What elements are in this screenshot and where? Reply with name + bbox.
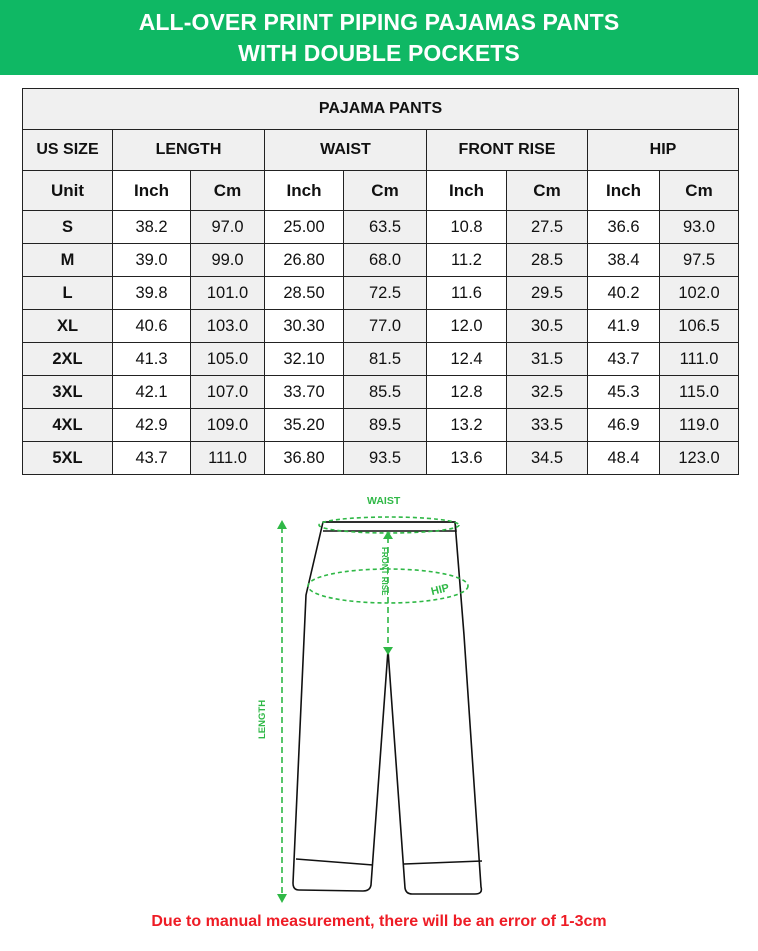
- table-row: [23, 211, 739, 244]
- table-row: [23, 310, 739, 343]
- size-cell: 3XL: [23, 376, 113, 409]
- front-rise-inch-cell: 11.6: [427, 277, 507, 310]
- length-inch-cell: 39.8: [113, 277, 191, 310]
- waist-label: WAIST: [367, 495, 401, 507]
- front-rise-cm-cell: 31.5: [507, 343, 588, 376]
- waist-cm-cell: 68.0: [344, 244, 427, 277]
- length-header: LENGTH: [113, 130, 265, 171]
- pants-illustration: [250, 485, 490, 910]
- waist-inch-cell: 32.10: [265, 343, 344, 376]
- front-rise-cm-cell: 30.5: [507, 310, 588, 343]
- size-cell: XL: [23, 310, 113, 343]
- front-rise-inch-cell: 11.2: [427, 244, 507, 277]
- waist-cm-header: Cm: [344, 171, 427, 211]
- hip-header: HIP: [588, 130, 739, 171]
- measurement-disclaimer: Due to manual measurement, there will be an error of 1-3cm: [151, 913, 607, 930]
- hip-inch-cell: 48.4: [588, 442, 660, 475]
- waist-inch-header: Inch: [265, 171, 344, 211]
- front-rise-cm-cell: 32.5: [507, 376, 588, 409]
- length-inch-cell: 43.7: [113, 442, 191, 475]
- front-rise-cm-header: Cm: [507, 171, 588, 211]
- pants-measurement-diagram: [250, 485, 490, 910]
- waist-inch-cell: 33.70: [265, 376, 344, 409]
- front-rise-header: FRONT RISE: [427, 130, 588, 171]
- length-cm-cell: 111.0: [191, 442, 265, 475]
- waist-header: WAIST: [265, 130, 427, 171]
- header-banner: [0, 0, 758, 75]
- length-label: LENGTH: [257, 699, 268, 739]
- hip-inch-cell: 38.4: [588, 244, 660, 277]
- waist-cm-cell: 89.5: [344, 409, 427, 442]
- hip-inch-cell: 36.6: [588, 211, 660, 244]
- table-row: [23, 442, 739, 475]
- hip-label: HIP: [429, 581, 451, 599]
- front-rise-inch-cell: 10.8: [427, 211, 507, 244]
- front-rise-inch-cell: 12.4: [427, 343, 507, 376]
- front-rise-label: FRONT RISE: [380, 547, 389, 596]
- front-rise-cm-cell: 29.5: [507, 277, 588, 310]
- front-rise-cm-cell: 27.5: [507, 211, 588, 244]
- hip-inch-cell: 41.9: [588, 310, 660, 343]
- length-cm-cell: 101.0: [191, 277, 265, 310]
- hip-cm-cell: 119.0: [660, 409, 739, 442]
- hip-cm-cell: 106.5: [660, 310, 739, 343]
- waist-inch-cell: 28.50: [265, 277, 344, 310]
- front-rise-inch-cell: 12.0: [427, 310, 507, 343]
- table-row: [23, 244, 739, 277]
- unit-header: Unit: [23, 171, 113, 211]
- waist-cm-cell: 93.5: [344, 442, 427, 475]
- waist-inch-cell: 26.80: [265, 244, 344, 277]
- size-cell: 5XL: [23, 442, 113, 475]
- hip-cm-header: Cm: [660, 171, 739, 211]
- hip-inch-cell: 45.3: [588, 376, 660, 409]
- size-cell: S: [23, 211, 113, 244]
- waist-inch-cell: 25.00: [265, 211, 344, 244]
- table-row: [23, 376, 739, 409]
- length-cm-cell: 99.0: [191, 244, 265, 277]
- table-title: PAJAMA PANTS: [23, 89, 739, 130]
- hip-inch-cell: 43.7: [588, 343, 660, 376]
- hip-inch-header: Inch: [588, 171, 660, 211]
- front-rise-cm-cell: 34.5: [507, 442, 588, 475]
- length-inch-header: Inch: [113, 171, 191, 211]
- waist-cm-cell: 85.5: [344, 376, 427, 409]
- hip-cm-cell: 115.0: [660, 376, 739, 409]
- hip-cm-cell: 102.0: [660, 277, 739, 310]
- table-row: [23, 277, 739, 310]
- length-inch-cell: 38.2: [113, 211, 191, 244]
- length-inch-cell: 39.0: [113, 244, 191, 277]
- hip-inch-cell: 40.2: [588, 277, 660, 310]
- length-inch-cell: 41.3: [113, 343, 191, 376]
- length-cm-cell: 109.0: [191, 409, 265, 442]
- front-rise-cm-cell: 28.5: [507, 244, 588, 277]
- us-size-header: US SIZE: [23, 130, 113, 171]
- waist-cm-cell: 72.5: [344, 277, 427, 310]
- size-chart-table: [22, 88, 739, 475]
- waist-cm-cell: 63.5: [344, 211, 427, 244]
- hip-cm-cell: 111.0: [660, 343, 739, 376]
- waist-inch-cell: 30.30: [265, 310, 344, 343]
- hip-cm-cell: 123.0: [660, 442, 739, 475]
- waist-cm-cell: 81.5: [344, 343, 427, 376]
- size-cell: M: [23, 244, 113, 277]
- hip-cm-cell: 93.0: [660, 211, 739, 244]
- title-line-2: WITH DOUBLE POCKETS: [238, 39, 520, 66]
- front-rise-cm-cell: 33.5: [507, 409, 588, 442]
- waist-inch-cell: 35.20: [265, 409, 344, 442]
- length-cm-header: Cm: [191, 171, 265, 211]
- hip-inch-cell: 46.9: [588, 409, 660, 442]
- length-inch-cell: 40.6: [113, 310, 191, 343]
- waist-cm-cell: 77.0: [344, 310, 427, 343]
- front-rise-inch-header: Inch: [427, 171, 507, 211]
- size-cell: 4XL: [23, 409, 113, 442]
- length-cm-cell: 107.0: [191, 376, 265, 409]
- waist-inch-cell: 36.80: [265, 442, 344, 475]
- front-rise-inch-cell: 13.6: [427, 442, 507, 475]
- table-row: [23, 343, 739, 376]
- hip-cm-cell: 97.5: [660, 244, 739, 277]
- length-cm-cell: 103.0: [191, 310, 265, 343]
- front-rise-inch-cell: 13.2: [427, 409, 507, 442]
- length-cm-cell: 105.0: [191, 343, 265, 376]
- title-line-1: ALL-OVER PRINT PIPING PAJAMAS PANTS: [138, 8, 620, 35]
- length-inch-cell: 42.1: [113, 376, 191, 409]
- length-inch-cell: 42.9: [113, 409, 191, 442]
- size-cell: 2XL: [23, 343, 113, 376]
- table-row: [23, 409, 739, 442]
- front-rise-inch-cell: 12.8: [427, 376, 507, 409]
- length-cm-cell: 97.0: [191, 211, 265, 244]
- size-cell: L: [23, 277, 113, 310]
